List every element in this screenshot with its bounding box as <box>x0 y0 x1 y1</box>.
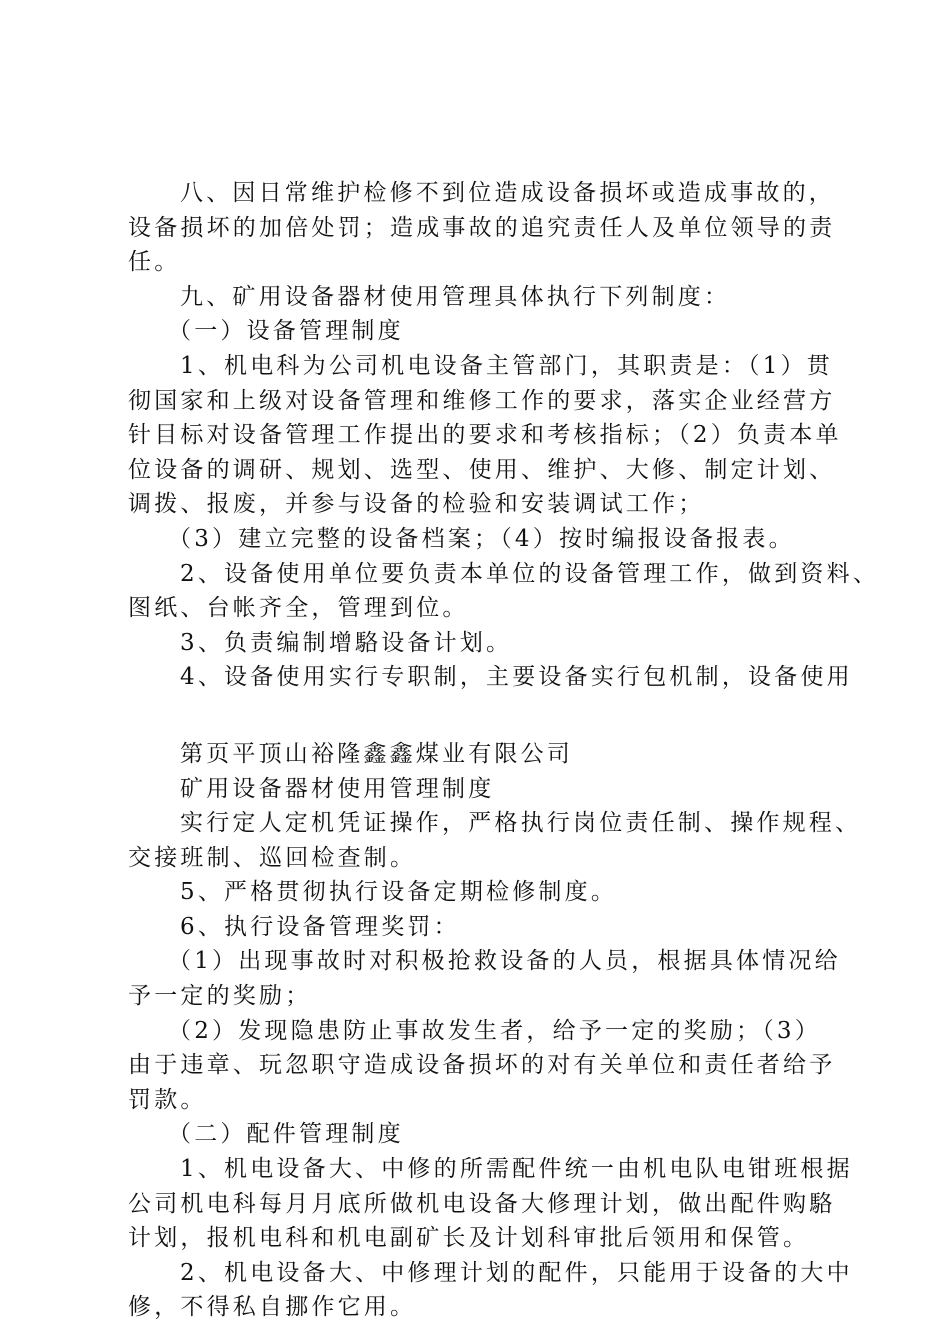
paragraph-line: 1、机电科为公司机电设备主管部门，其职责是：（1）贯 <box>180 352 833 379</box>
paragraph-line: 九、矿用设备器材使用管理具体执行下列制度： <box>180 283 731 310</box>
paragraph-line: 图纸、台帐齐全，管理到位。 <box>128 595 469 622</box>
paragraph-line: 彻国家和上级对设备管理和维修工作的要求，落实企业经营方 <box>128 387 836 414</box>
paragraph-line: 公司机电科每月月底所做机电设备大修理计划，做出配件购駱 <box>128 1190 836 1217</box>
page-header-title: 矿用设备器材使用管理制度 <box>180 775 495 802</box>
paragraph-line: 予一定的奖励； <box>128 983 312 1010</box>
paragraph-line: 5、严格贯彻执行设备定期检修制度。 <box>180 879 618 906</box>
paragraph-line: （3）建立完整的设备档案；（4）按时编报设备报表。 <box>168 525 795 552</box>
paragraph-line: 2、机电设备大、中修理计划的配件，只能用于设备的大中 <box>180 1259 853 1286</box>
paragraph-line: 设备损坏的加倍处罚；造成事故的追究责任人及单位领导的责 <box>128 214 836 241</box>
section-heading: （一）设备管理制度 <box>168 318 404 345</box>
paragraph-line: 3、负责编制增駱设备计划。 <box>180 629 513 656</box>
paragraph-line: 2、设备使用单位要负责本单位的设备管理工作，做到资料、 <box>180 560 880 587</box>
paragraph-line: 计划，报机电科和机电副矿长及计划科审批后领用和保管。 <box>128 1225 810 1252</box>
section-heading: （二）配件管理制度 <box>168 1121 404 1148</box>
paragraph-line: 位设备的调研、规划、选型、使用、维护、大修、制定计划、 <box>128 456 836 483</box>
paragraph-line: 由于违章、玩忽职守造成设备损坏的对有关单位和责任者给予 <box>128 1052 836 1079</box>
paragraph-line: 针目标对设备管理工作提出的要求和考核指标；（2）负责本单 <box>128 422 842 449</box>
page-break-gap <box>128 695 833 737</box>
paragraph-line: 八、因日常维护检修不到位造成设备损坏或造成事故的， <box>180 180 835 206</box>
paragraph-line: 1、机电设备大、中修的所需配件统一由机电队电钳班根据 <box>180 1156 853 1183</box>
paragraph-line: 修，不得私自挪作它用。 <box>128 1294 417 1321</box>
document-body <box>128 176 880 1325</box>
paragraph-line: 6、执行设备管理奖罚： <box>180 913 460 940</box>
paragraph-line: （2）发现隐患防止事故发生者，给予一定的奖励；（3） <box>168 1017 821 1044</box>
paragraph-line: 实行定人定机凭证操作，严格执行岗位责任制、操作规程、 <box>180 810 862 837</box>
paragraph-line: 任。 <box>128 249 181 276</box>
paragraph-line: （1）出现事故时对积极抢救设备的人员，根据具体情况给 <box>168 948 841 975</box>
paragraph-line: 调拨、报废，并参与设备的检验和安装调试工作； <box>128 491 705 518</box>
paragraph-line: 罚款。 <box>128 1086 207 1113</box>
paragraph-line: 4、设备使用实行专职制，主要设备实行包机制，设备使用 <box>180 664 853 691</box>
paragraph-line: 交接班制、巡回检查制。 <box>128 844 417 871</box>
page-footer-company: 第页平顶山裕隆鑫鑫煤业有限公司 <box>180 740 573 767</box>
